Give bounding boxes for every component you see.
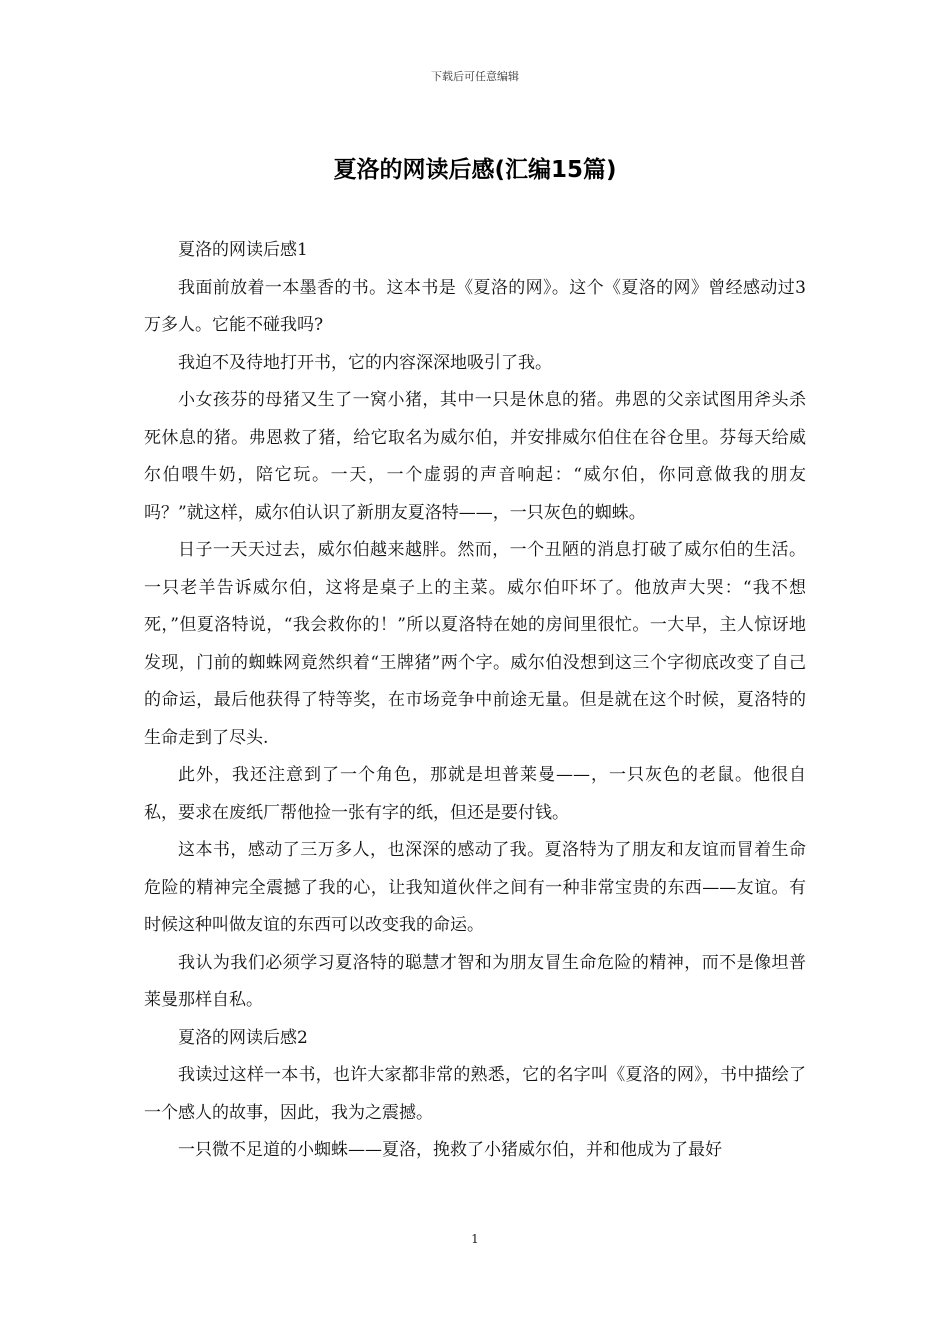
paragraph: 一只微不足道的小蜘蛛——夏洛，挽救了小猪威尔伯，并和他成为了最好 — [178, 1140, 722, 1160]
paragraph: 我认为我们必须学习夏洛特的聪慧才智和为朋友冒生命危险的精神，而不是像坦普莱曼那样自私。 — [144, 952, 806, 1010]
paragraph: 日子一天天过去，威尔伯越来越胖。然而，一个丑陋的消息打破了威尔伯的生活。一只老羊告诉威尔伯，这将是桌子上的主菜。威尔伯吓坏了。他放声大哭：“我不想死，”但夏洛特说，“我会救你的！”所以夏洛特在她的房间里很忙。一大早，主人惊讶地发现，门前的蜘蛛网竟然织着“王牌猪”两个字。威尔伯没想到这三个字彻底改变了自己的命运，最后他获得了特等奖，在市场竞争中前途无量。但是就在这个时候，夏洛特的生命走到了尽头. — [144, 540, 806, 748]
section-heading: 夏洛的网读后感1 — [178, 240, 308, 260]
paragraph: 我迫不及待地打开书，它的内容深深地吸引了我。 — [178, 352, 552, 373]
paragraph: 这本书，感动了三万多人，也深深的感动了我。夏洛特为了朋友和友谊而冒着生命危险的精神完全震撼了我的心，让我知道伙伴之间有一种非常宝贵的东西——友谊。有时候这种叫做友谊的东西可以改变我的命运。 — [144, 840, 806, 935]
document-body — [144, 232, 806, 1170]
paragraph: 我读过这样一本书，也许大家都非常的熟悉，它的名字叫《夏洛的网》，书中描绘了一个感人的故事，因此，我为之震撼。 — [144, 1065, 806, 1123]
paragraph: 此外，我还注意到了一个角色，那就是坦普莱曼——，一只灰色的老鼠。他很自私，要求在废纸厂帮他捡一张有字的纸，但还是要付钱。 — [144, 765, 806, 823]
page-number: 1 — [471, 1232, 479, 1246]
paragraph: 小女孩芬的母猪又生了一窝小猪，其中一只是休息的猪。弗恩的父亲试图用斧头杀死休息的猪。弗恩救了猪，给它取名为威尔伯，并安排威尔伯住在谷仓里。芬每天给威尔伯喂牛奶，陪它玩。一天，一个虚弱的声音响起：“威尔伯，你同意做我的朋友吗？”就这样，威尔伯认识了新朋友夏洛特——，一只灰色的蜘蛛。 — [144, 390, 806, 523]
section-heading: 夏洛的网读后感2 — [178, 1027, 308, 1048]
paragraph: 我面前放着一本墨香的书。这本书是《夏洛的网》。这个《夏洛的网》曾经感动过3万多人。它能不碰我吗? — [144, 277, 806, 335]
document-title: 夏洛的网读后感(汇编15篇) — [333, 157, 617, 183]
header-note: 下载后可任意编辑 — [431, 70, 519, 83]
